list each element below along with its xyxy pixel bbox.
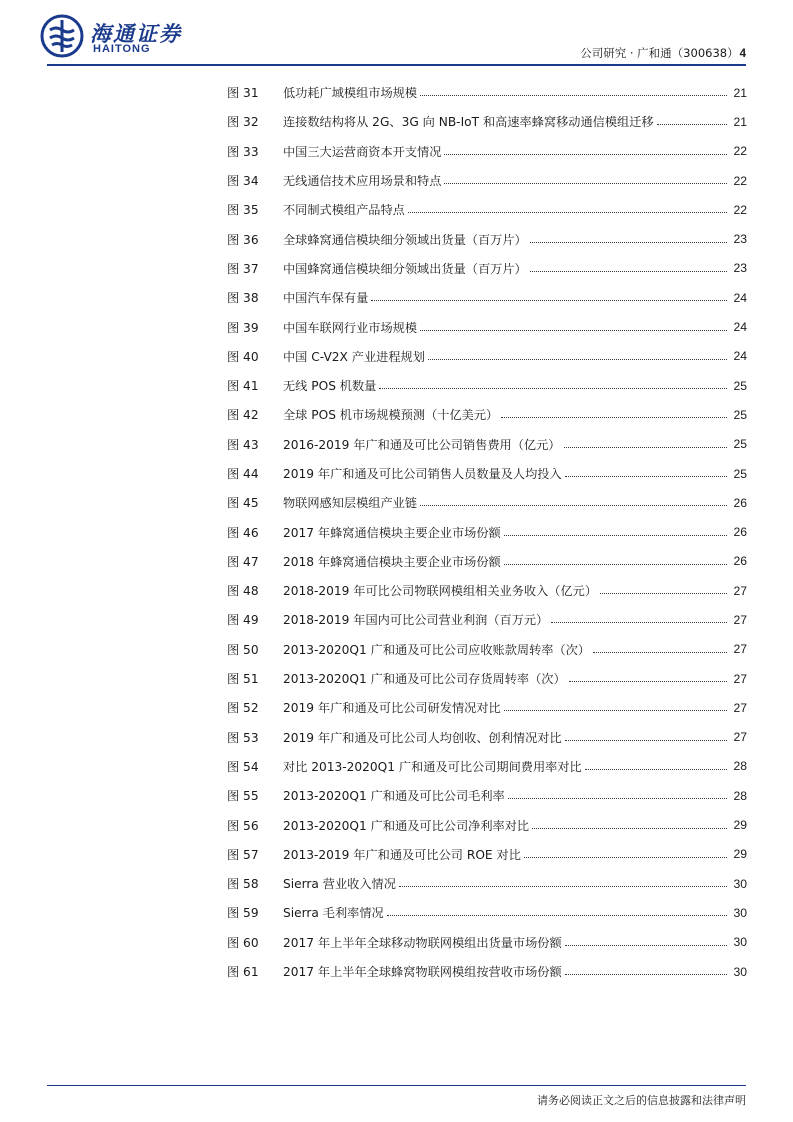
figure-page-number: 22 bbox=[733, 202, 747, 217]
figure-title: 2018 年蜂窝通信模块主要企业市场份额 bbox=[283, 554, 501, 569]
figure-number: 图 52 bbox=[227, 701, 259, 716]
figure-title: 无线通信技术应用场景和特点 bbox=[283, 174, 442, 189]
figure-number: 图 36 bbox=[227, 232, 259, 247]
leader-dots bbox=[600, 593, 727, 594]
figure-title: 2019 年广和通及可比公司研发情况对比 bbox=[283, 701, 501, 716]
toc-row[interactable] bbox=[227, 488, 747, 517]
figure-page-number: 25 bbox=[733, 437, 747, 452]
logo-chinese-name: 海通证券 bbox=[90, 21, 182, 46]
leader-dots bbox=[585, 769, 727, 770]
figure-number: 图 35 bbox=[227, 203, 259, 218]
haitong-logo bbox=[40, 14, 190, 58]
figure-title: 2017 年上半年全球蜂窝物联网模组按营收市场份额 bbox=[283, 965, 562, 980]
toc-row[interactable] bbox=[227, 195, 747, 224]
leader-dots bbox=[530, 271, 727, 272]
leader-dots bbox=[504, 710, 727, 711]
figure-title: 2013-2020Q1 广和通及可比公司毛利率 bbox=[283, 789, 505, 804]
figure-title: 2018-2019 年国内可比公司营业利润（百万元） bbox=[283, 613, 549, 628]
toc-row[interactable] bbox=[227, 898, 747, 927]
figure-title: 全球蜂窝通信模块细分领域出货量（百万片） bbox=[283, 232, 527, 247]
figure-page-number: 25 bbox=[733, 466, 747, 481]
figure-title: 无线 POS 机数量 bbox=[283, 379, 377, 394]
figure-page-number: 24 bbox=[733, 290, 747, 305]
toc-row[interactable] bbox=[227, 107, 747, 136]
toc-row[interactable] bbox=[227, 283, 747, 312]
header-divider bbox=[47, 64, 746, 66]
figure-title: 中国蜂窝通信模块细分领域出货量（百万片） bbox=[283, 261, 527, 276]
leader-dots bbox=[508, 798, 727, 799]
figure-title: 2013-2020Q1 广和通及可比公司存货周转率（次） bbox=[283, 672, 566, 687]
figure-page-number: 24 bbox=[733, 320, 747, 335]
page-number: 4 bbox=[739, 48, 746, 60]
figure-page-number: 25 bbox=[733, 378, 747, 393]
figure-title: 中国车联网行业市场规模 bbox=[283, 320, 418, 335]
figure-page-number: 27 bbox=[733, 700, 747, 715]
toc-row[interactable] bbox=[227, 400, 747, 429]
figure-page-number: 21 bbox=[733, 114, 747, 129]
figure-number: 图 59 bbox=[227, 906, 259, 921]
figure-title: 2018-2019 年可比公司物联网模组相关业务收入（亿元） bbox=[283, 584, 598, 599]
figure-number: 图 51 bbox=[227, 672, 259, 687]
figure-title: 不同制式模组产品特点 bbox=[283, 203, 405, 218]
logo-english-name: HAITONG bbox=[93, 43, 151, 55]
figure-page-number: 26 bbox=[733, 554, 747, 569]
figure-number: 图 39 bbox=[227, 320, 259, 335]
figure-title: 2013-2020Q1 广和通及可比公司应收账款周转率（次） bbox=[283, 642, 591, 657]
document-title bbox=[580, 45, 746, 61]
leader-dots bbox=[504, 535, 727, 536]
toc-row[interactable] bbox=[227, 928, 747, 957]
figure-list bbox=[227, 78, 747, 986]
figure-title: 全球 POS 机市场规模预测（十亿美元） bbox=[283, 408, 499, 423]
figure-page-number: 23 bbox=[733, 261, 747, 276]
figure-number: 图 47 bbox=[227, 554, 259, 569]
figure-title: 对比 2013-2020Q1 广和通及可比公司期间费用率对比 bbox=[283, 759, 582, 774]
leader-dots bbox=[504, 564, 727, 565]
leader-dots bbox=[420, 330, 727, 331]
leader-dots bbox=[444, 154, 727, 155]
figure-page-number: 27 bbox=[733, 642, 747, 657]
leader-dots bbox=[371, 300, 727, 301]
figure-title: 中国三大运营商资本开支情况 bbox=[283, 144, 442, 159]
toc-row[interactable] bbox=[227, 605, 747, 634]
figure-page-number: 26 bbox=[733, 495, 747, 510]
figure-page-number: 27 bbox=[733, 612, 747, 627]
toc-row[interactable] bbox=[227, 693, 747, 722]
toc-row[interactable] bbox=[227, 752, 747, 781]
figure-page-number: 27 bbox=[733, 671, 747, 686]
toc-row[interactable] bbox=[227, 517, 747, 546]
leader-dots bbox=[657, 124, 727, 125]
leader-dots bbox=[551, 622, 727, 623]
leader-dots bbox=[565, 945, 727, 946]
figure-page-number: 29 bbox=[733, 847, 747, 862]
leader-dots bbox=[501, 417, 727, 418]
figure-number: 图 41 bbox=[227, 379, 259, 394]
figure-number: 图 38 bbox=[227, 291, 259, 306]
toc-row[interactable] bbox=[227, 371, 747, 400]
toc-row[interactable] bbox=[227, 635, 747, 664]
leader-dots bbox=[565, 740, 727, 741]
figure-number: 图 61 bbox=[227, 965, 259, 980]
toc-row[interactable] bbox=[227, 957, 747, 986]
leader-dots bbox=[379, 388, 727, 389]
figure-number: 图 40 bbox=[227, 349, 259, 364]
leader-dots bbox=[420, 505, 727, 506]
toc-row[interactable] bbox=[227, 576, 747, 605]
figure-number: 图 43 bbox=[227, 437, 259, 452]
figure-title: 中国汽车保有量 bbox=[283, 291, 369, 306]
toc-row[interactable] bbox=[227, 664, 747, 693]
figure-number: 图 60 bbox=[227, 935, 259, 950]
figure-number: 图 49 bbox=[227, 613, 259, 628]
figure-number: 图 33 bbox=[227, 144, 259, 159]
toc-row[interactable] bbox=[227, 224, 747, 253]
page-header bbox=[0, 0, 793, 70]
leader-dots bbox=[524, 857, 727, 858]
figure-number: 图 54 bbox=[227, 759, 259, 774]
toc-row[interactable] bbox=[227, 547, 747, 576]
figure-page-number: 22 bbox=[733, 144, 747, 159]
toc-row[interactable] bbox=[227, 254, 747, 283]
leader-dots bbox=[387, 915, 727, 916]
figure-number: 图 42 bbox=[227, 408, 259, 423]
footer-disclaimer: 请务必阅读正文之后的信息披露和法律声明 bbox=[537, 1094, 746, 1107]
toc-row[interactable] bbox=[227, 459, 747, 488]
figure-title: 2016-2019 年广和通及可比公司销售费用（亿元） bbox=[283, 437, 561, 452]
figure-title: 低功耗广域模组市场规模 bbox=[283, 86, 418, 101]
toc-row[interactable] bbox=[227, 78, 747, 107]
figure-page-number: 24 bbox=[733, 349, 747, 364]
leader-dots bbox=[530, 242, 727, 243]
toc-row[interactable] bbox=[227, 342, 747, 371]
figure-page-number: 29 bbox=[733, 818, 747, 833]
toc-row[interactable] bbox=[227, 166, 747, 195]
leader-dots bbox=[420, 95, 727, 96]
figure-page-number: 25 bbox=[733, 407, 747, 422]
leader-dots bbox=[569, 681, 727, 682]
leader-dots bbox=[428, 359, 727, 360]
figure-number: 图 57 bbox=[227, 847, 259, 862]
leader-dots bbox=[444, 183, 727, 184]
figure-number: 图 32 bbox=[227, 115, 259, 130]
figure-page-number: 21 bbox=[733, 85, 747, 100]
figure-number: 图 58 bbox=[227, 877, 259, 892]
figure-page-number: 30 bbox=[733, 905, 747, 920]
figure-number: 图 37 bbox=[227, 261, 259, 276]
toc-row[interactable] bbox=[227, 312, 747, 341]
figure-page-number: 30 bbox=[733, 935, 747, 950]
leader-dots bbox=[565, 476, 727, 477]
figure-number: 图 44 bbox=[227, 467, 259, 481]
figure-page-number: 30 bbox=[733, 964, 747, 979]
figure-title: Sierra 毛利率情况 bbox=[283, 906, 384, 921]
figure-number: 图 34 bbox=[227, 174, 259, 189]
figure-page-number: 28 bbox=[733, 759, 747, 774]
doc-title-text: 公司研究 · 广和通（300638） bbox=[580, 46, 739, 60]
leader-dots bbox=[408, 212, 727, 213]
leader-dots bbox=[532, 828, 727, 829]
toc-row[interactable] bbox=[227, 430, 747, 459]
toc-row[interactable] bbox=[227, 840, 747, 869]
toc-row[interactable] bbox=[227, 723, 747, 752]
figure-title: 2019 年广和通及可比公司销售人员数量及人均投入 bbox=[283, 467, 562, 481]
figure-number: 图 53 bbox=[227, 730, 259, 745]
figure-title: 2019 年广和通及可比公司人均创收、创利情况对比 bbox=[283, 730, 562, 745]
figure-title: 连接数结构将从 2G、3G 向 NB-IoT 和高速率蜂窝移动通信模组迁移 bbox=[283, 115, 654, 130]
leader-dots bbox=[564, 447, 728, 448]
figure-page-number: 27 bbox=[733, 730, 747, 745]
figure-number: 图 55 bbox=[227, 789, 259, 804]
figure-page-number: 27 bbox=[733, 583, 747, 598]
figure-title: Sierra 营业收入情况 bbox=[283, 877, 396, 892]
toc-row[interactable] bbox=[227, 869, 747, 898]
haitong-emblem-icon bbox=[40, 14, 84, 58]
figure-title: 物联网感知层模组产业链 bbox=[283, 496, 418, 511]
figure-number: 图 50 bbox=[227, 642, 259, 657]
leader-dots bbox=[399, 886, 727, 887]
figure-title: 2017 年蜂窝通信模块主要企业市场份额 bbox=[283, 525, 501, 540]
figure-page-number: 22 bbox=[733, 173, 747, 188]
figure-number: 图 31 bbox=[227, 86, 259, 101]
figure-page-number: 23 bbox=[733, 232, 747, 247]
footer-divider bbox=[47, 1085, 746, 1086]
toc-row[interactable] bbox=[227, 810, 747, 839]
figure-number: 图 45 bbox=[227, 496, 259, 511]
figure-title: 2017 年上半年全球移动物联网模组出货量市场份额 bbox=[283, 935, 562, 950]
figure-page-number: 26 bbox=[733, 525, 747, 540]
leader-dots bbox=[593, 652, 727, 653]
figure-page-number: 30 bbox=[733, 876, 747, 891]
figure-page-number: 28 bbox=[733, 788, 747, 803]
toc-row[interactable] bbox=[227, 137, 747, 166]
figure-number: 图 56 bbox=[227, 818, 259, 833]
toc-row[interactable] bbox=[227, 781, 747, 810]
leader-dots bbox=[565, 974, 727, 975]
figure-title: 中国 C-V2X 产业进程规划 bbox=[283, 349, 425, 364]
figure-number: 图 48 bbox=[227, 584, 259, 599]
figure-title: 2013-2019 年广和通及可比公司 ROE 对比 bbox=[283, 847, 521, 862]
figure-number: 图 46 bbox=[227, 525, 259, 540]
figure-title: 2013-2020Q1 广和通及可比公司净利率对比 bbox=[283, 818, 530, 833]
